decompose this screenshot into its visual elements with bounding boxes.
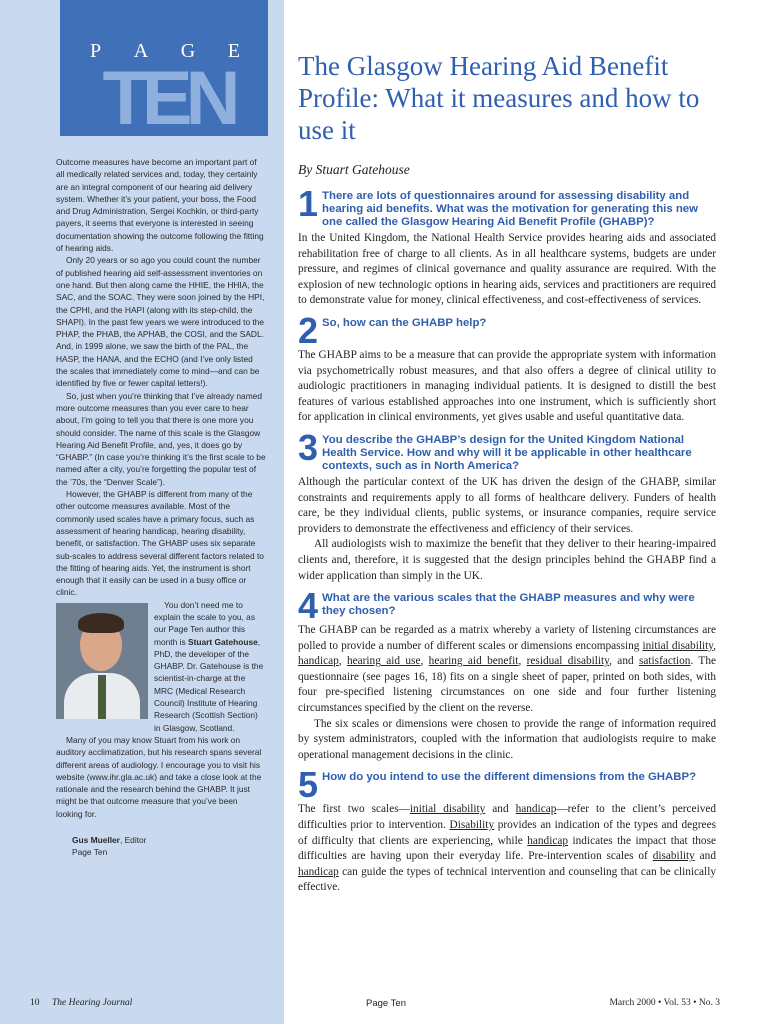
term-satisfaction: satisfaction	[638, 655, 691, 668]
photo-hair	[78, 613, 124, 633]
answer-5	[298, 802, 716, 896]
question-text: So, how can the GHABP help?	[322, 316, 487, 329]
answer-paragraph	[298, 623, 716, 717]
term-handicap: handicap	[298, 865, 339, 878]
answer-text: —refer to the client’s perceived difficulties prior to intervention.	[298, 803, 717, 832]
author-photo	[56, 603, 148, 719]
answer-text: and	[485, 803, 516, 816]
sidebar-paragraph: Many of you may know Stuart from his work on auditory acclimatization, but his research spans several different areas of audiology. I encourage you to visit his website (www.ihr.gla.ac.uk) and take a close look at the rationale and the research behind the GHABP. It just might be that outcome measure that you’ve been looking for.	[56, 734, 262, 819]
answer-text: . The questionnaire (see pages 16, 18) fits on a single sheet of paper, printed on both sides, with four pre-specified listening circumstances on one side and four further listening circumstances specified by the client on the reverse.	[298, 655, 716, 715]
question-2	[298, 309, 716, 351]
term-initial-disability: initial disability	[409, 803, 486, 816]
author-intro	[56, 599, 266, 734]
intro-text-a: You don’t need me to explain the scale to you, as our Page Ten author this month is	[154, 599, 256, 647]
question-text: There are lots of questionnaires around for assessing disability and hearing aid benefits. What was the motivation for generating this new one called the Glasgow Hearing Aid Benefit Profile (GHABP)?	[322, 190, 698, 228]
answer-text: ,	[713, 639, 716, 652]
answer-2	[298, 348, 716, 426]
term-disability: Disability	[449, 819, 495, 832]
answer-text: can guide the types of technical intervention and counseling that can be clinically effective.	[298, 865, 716, 894]
answer-text: ,	[518, 655, 527, 668]
photo-tie	[98, 675, 106, 719]
question-number: 1	[298, 183, 319, 224]
sidebar-paragraph: Outcome measures have become an important part of all medically related services and, today, they certainly are an integral component of our hearing aid delivery system. Whether it’s your patient, your boss, the Food and Drug Administration, Sergei Kochkin, or third-party payers, it seems that everyone is interested in seeing documentation showing the outcome following the fitting of hearing aids.	[56, 157, 264, 254]
question-text: What are the various scales that the GHABP measures and why were they chosen?	[322, 592, 695, 618]
answer-paragraph: All audiologists wish to maximize the benefit that they deliver to their hearing-impaired clients and, therefore, it is suggested that the design principles behind the GHABP find a wider application than simply in the UK.	[298, 538, 716, 582]
qa-block-5	[298, 764, 717, 896]
term-handicap: handicap	[298, 655, 339, 668]
answer-paragraph: The GHABP aims to be a measure that can provide the appropriate system with information via psychometrically robust measures, and that also offers a degree of clinical utility to audiologic practitioners in managing individual patients. It is designed to distill the best features of various established approaches into one instrument, which is sufficiently short for application in clinical environments, yet gives usable and useful quantitative data.	[298, 348, 716, 424]
answer-text: provides an indication of the types and degrees of difficulty that clients are experiencing, while	[298, 819, 716, 847]
question-text: You describe the GHABP’s design for the United Kingdom National Health Service. How and why will it be applicable in other healthcare contexts, such as in North America?	[322, 433, 692, 472]
answer-text: and	[694, 850, 716, 863]
article	[298, 50, 716, 902]
answer-text: , and	[609, 655, 639, 668]
answer-text: The first two scales—	[298, 803, 410, 816]
term-residual-disability: residual disability	[526, 655, 610, 668]
term-hearing-aid-use: hearing aid use	[346, 655, 421, 668]
article-byline: By Stuart Gatehouse	[298, 162, 410, 177]
logo-ten-label: TEN	[102, 56, 234, 141]
term-initial-disability: initial disability	[642, 639, 714, 652]
question-number: 5	[298, 764, 319, 806]
sidebar-paragraph: However, the GHABP is different from many of the other outcome measures available. Most of the commonly used scales have a primary focus, such as assessment of hearing handicap, hearing disability, benefit, or satisfaction. The GHABP uses six separate sub-scales to address several different factors related to the fitting of hearing aids. Yet, the instrument is short enough that it easily can be used in a busy office or clinic.	[56, 489, 264, 598]
qa-block-3	[298, 426, 716, 584]
editor-signature	[56, 834, 266, 846]
term-hearing-aid-benefit: hearing aid benefit	[428, 655, 519, 668]
page-number: 10	[30, 998, 40, 1008]
logo-letter: G	[180, 40, 196, 62]
author-name: Stuart Gatehouse	[187, 636, 258, 647]
term-handicap: handicap	[527, 834, 569, 847]
page-footer	[30, 998, 720, 1012]
answer-text: indicates the impact that those difficulties are having upon their everyday life. Pre-intervention scales of	[298, 834, 716, 863]
sidebar-paragraph: Only 20 years or so ago you could count the number of published hearing aid self-assessment inventories on one hand. But then along came the HHIE, the HHIA, the SAC, and the SOAC. They were soon joined by the HPI, the CPHI, and the HAPI (along with its step-child, the SHAPI). In the past few years we were introduced to the PHAP, the PHAB, the APHAB, the COSI, and the SADL. And, in 1999 alone, we saw the birth of the PAL, the HASP, the HANA, and the ECHO (and I’ve only listed the scales that immediately come to mind—and can be identified by five or fewer capital letters!).	[56, 255, 265, 389]
question-3	[298, 426, 716, 473]
issue-info: March 2000 • Vol. 53 • No. 3	[609, 998, 720, 1008]
section-name: Page Ten	[366, 998, 406, 1009]
question-1	[298, 183, 716, 229]
page-ten-logo	[60, 0, 268, 141]
sidebar-paragraph: So, just when you’re thinking that I’ve already named more outcome measures than you ever care to hear about, I’m going to tell you that there is one more you should consider. The name of this scale is the Glasgow Hearing Aid Benefit Profile, and, yes, it does go by “GHABP.” (In case you’re thinking it’s the first scale to be named after a city, you’re forgetting the popular test of the ’70s, the “Denver Scale”).	[56, 390, 266, 487]
answer-paragraph	[298, 802, 716, 896]
answer-4	[298, 623, 716, 763]
question-number: 3	[298, 426, 319, 468]
term-disability: disability	[652, 850, 695, 863]
answer-text: The GHABP can be regarded as a matrix whereby a variety of listening circumstances are polled to provide a number of different scales or dimensions encompassing	[298, 624, 716, 652]
logo-letter: E	[227, 40, 240, 62]
qa-block-1	[298, 183, 716, 309]
question-5	[298, 764, 716, 806]
qa-block-4	[298, 585, 716, 763]
editor-name: Gus Mueller	[72, 835, 120, 846]
answer-paragraph: Although the particular context of the UK has driven the design of the GHABP, similar constraints and requirements apply to all forms of healthcare delivery. Funders of health care, be they individual clients, public systems, or insurance companies, require service providers to demonstrate the effectiveness and efficiency of their services.	[298, 475, 716, 535]
answer-text: ,	[420, 655, 429, 668]
editor-role: , Editor	[119, 835, 147, 846]
editor-intro	[56, 156, 266, 859]
answer-1	[298, 231, 716, 309]
editor-sidebar	[0, 0, 284, 1024]
question-text: How do you intend to use the different dimensions from the GHABP?	[322, 771, 697, 784]
answer-paragraph: The six scales or dimensions were chosen to provide the range of information required by system administrators, coupled with the information that audiologists require to make operational management decisions in the clinic.	[298, 717, 716, 761]
answer-paragraph: In the United Kingdom, the National Health Service provides hearing aids and associated rehabilitation free of charge to all clients. As in all healthcare systems, budgets are under pressure, and regimes of clinical governance and quality assurance are required. With the explosion of new technologic options in hearing aids, services and practitioners are required to demonstrate value for money, clinical effectiveness, and cost-effectiveness of services.	[298, 232, 716, 307]
logo-letter: A	[133, 40, 149, 62]
question-4	[298, 585, 716, 627]
journal-name: The Hearing Journal	[52, 998, 133, 1008]
answer-3	[298, 475, 716, 584]
term-handicap: handicap	[515, 803, 557, 816]
article-title: The Glasgow Hearing Aid Benefit Profile: What it measures and how to use it	[298, 51, 700, 145]
editor-column-title: Page Ten	[72, 847, 108, 858]
intro-text-b: , PhD, the developer of the GHABP. Dr. Gatehouse is the scientist-in-charge at the MRC (Medical Research Council) Institute of Hearing Research (Scottish Section) in Glasgow, Scotland.	[154, 636, 264, 733]
question-number: 2	[298, 309, 319, 351]
qa-block-2	[298, 309, 716, 426]
question-number: 4	[298, 585, 319, 627]
answer-text: ,	[338, 655, 347, 668]
logo-letter: P	[90, 40, 102, 62]
